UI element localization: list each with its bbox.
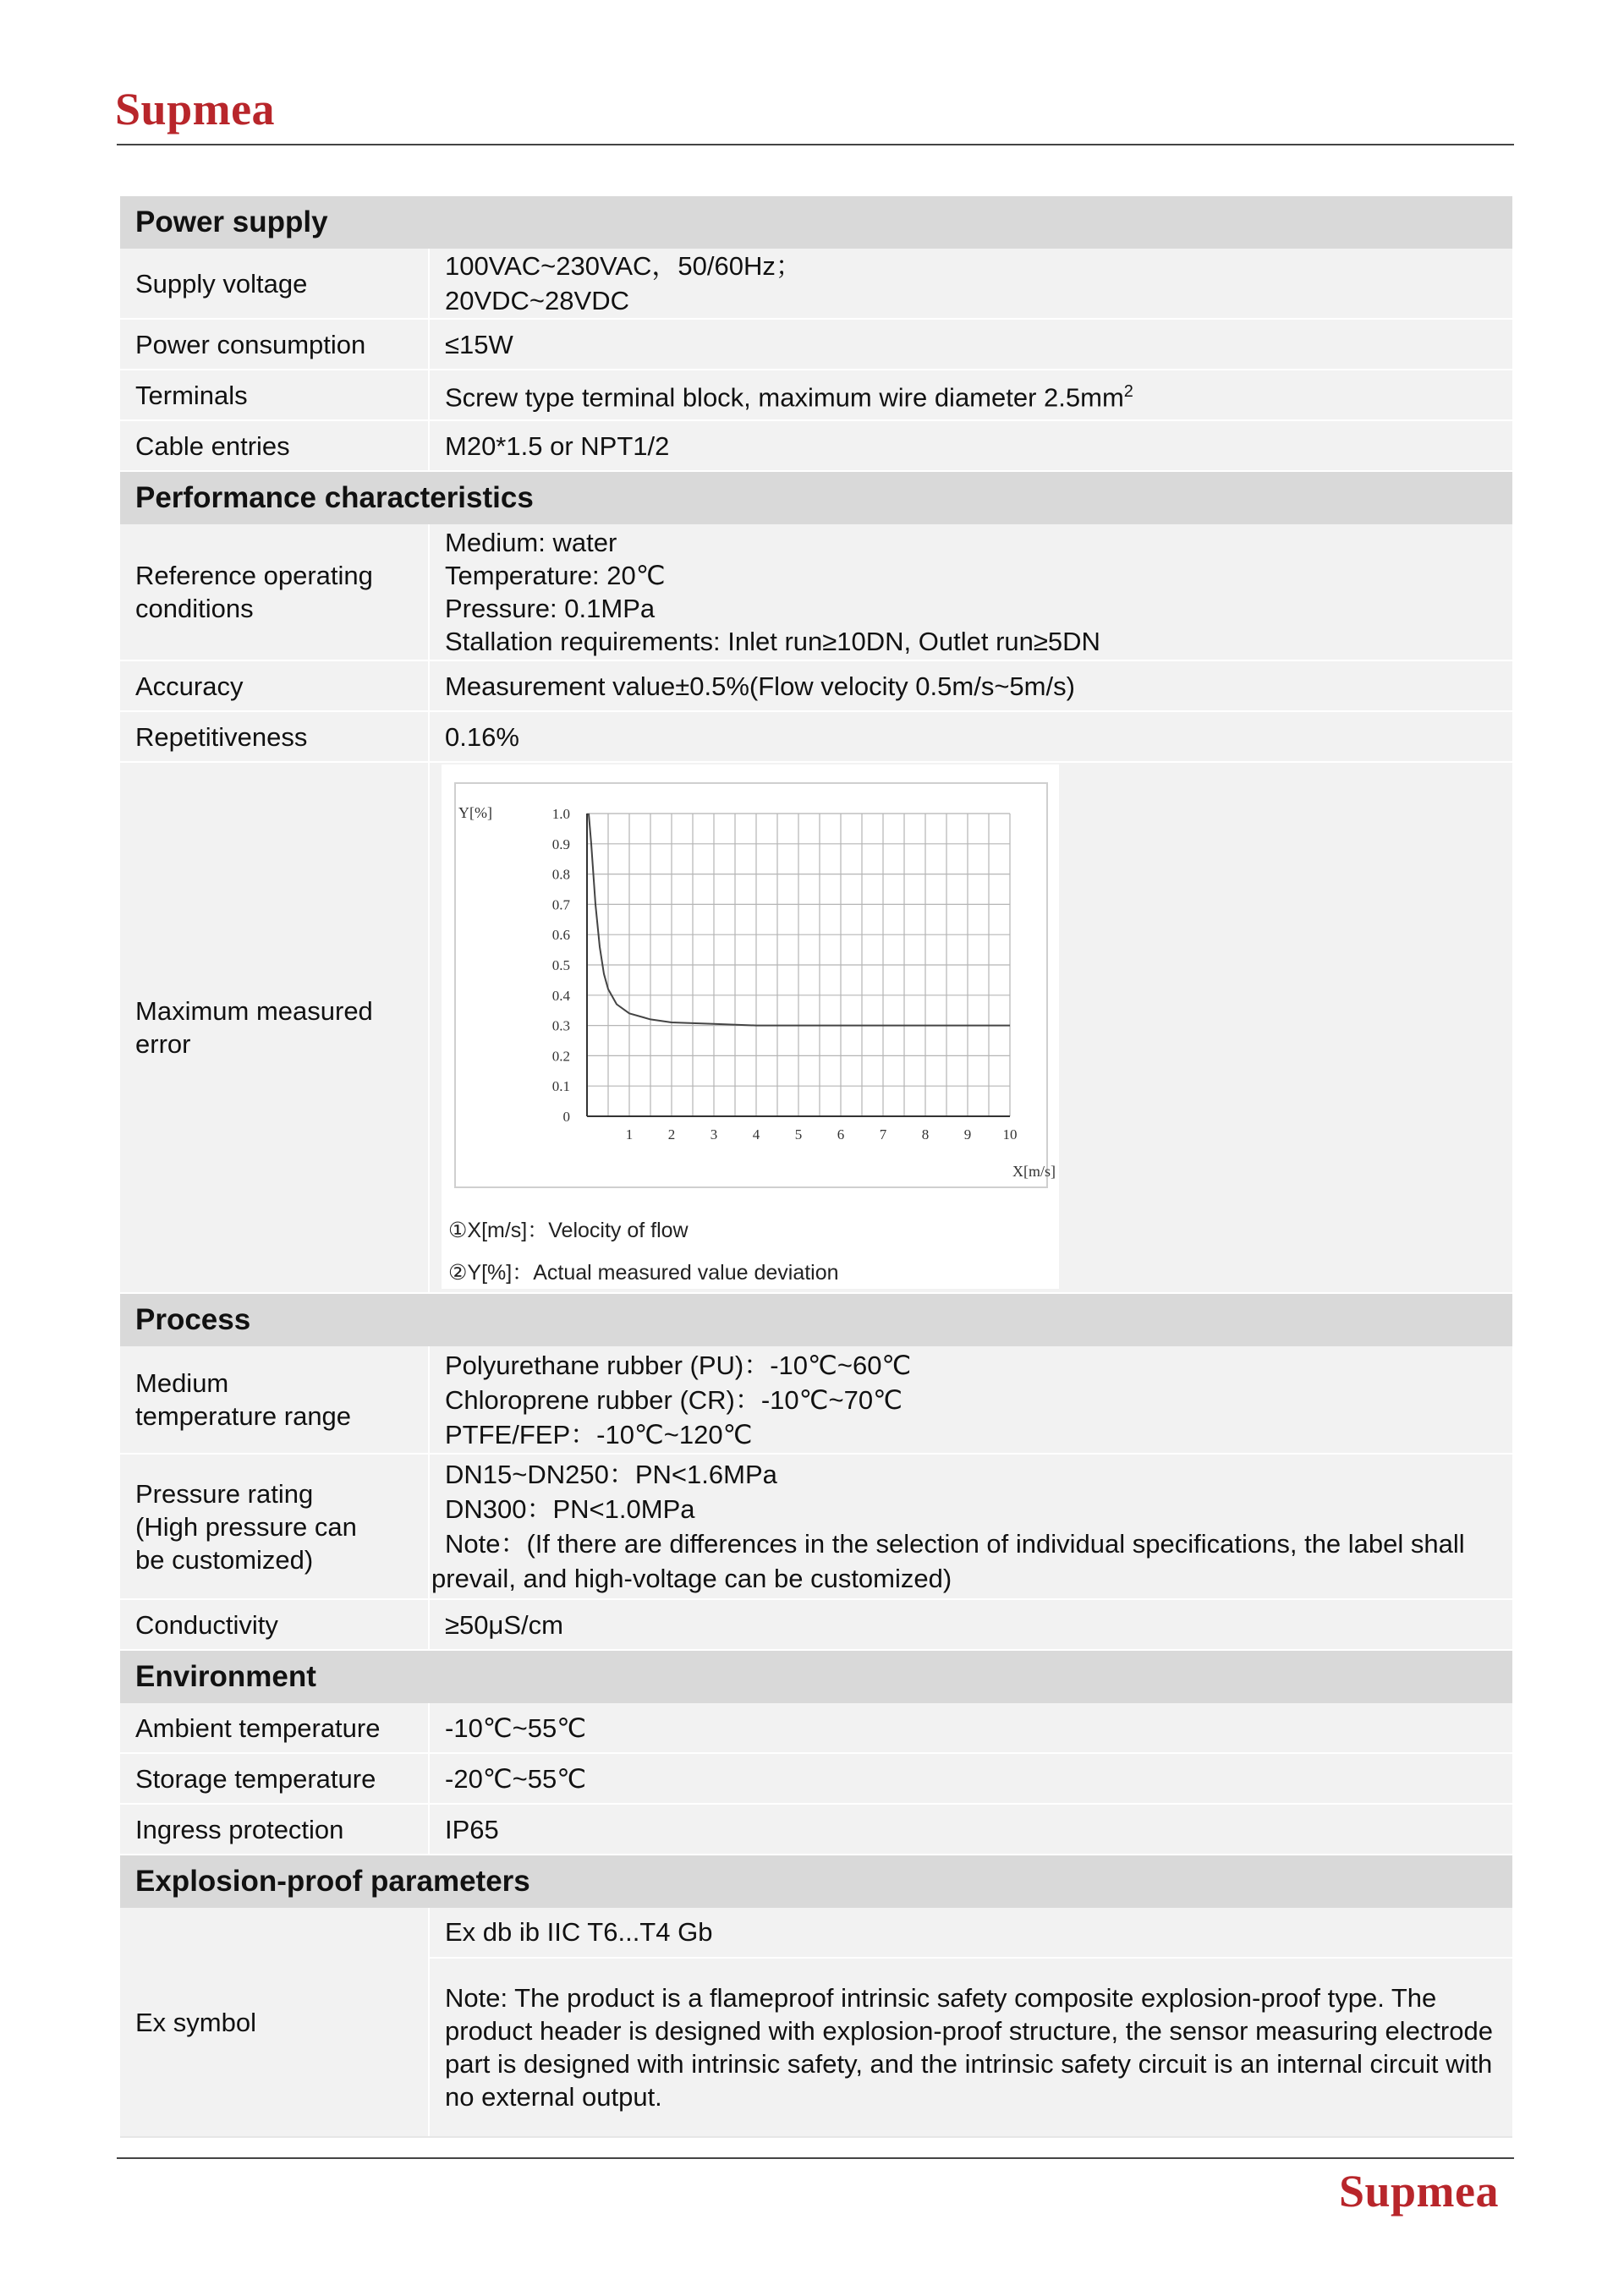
value-line: ≤15W [445,329,513,359]
value-line: Measurement value±0.5%(Flow velocity 0.5m/s~5m/s) [445,671,1075,701]
row-max-error [120,763,1512,1294]
row-label: Ingress protection [120,1805,430,1854]
ex-symbol-value: Ex db ib IIC T6...T4 Gb [430,1908,1512,1959]
label-line: conditions [135,594,254,623]
y-tick-label: 0.5 [551,957,570,973]
row-supply-voltage [120,249,1512,320]
header-rule [117,144,1514,145]
row-repetitiveness [120,712,1512,763]
row-terminals [120,370,1512,421]
row-conductivity [120,1600,1512,1651]
chart-note-x: ①X[m/s]：Velocity of flow [448,1219,689,1242]
error-chart [442,764,1059,1289]
value-line: -20℃~55℃ [445,1763,587,1794]
row-label [120,1346,430,1453]
value-line: Chloroprene rubber (CR)：-10℃~70℃ [445,1384,903,1415]
grid [587,814,1010,1116]
x-tick-label: 7 [879,1126,887,1143]
brand-logo-footer: Supmea [1338,2166,1499,2217]
y-tick-label: 0.2 [551,1048,570,1065]
x-tick-label: 1 [625,1126,634,1143]
value-line: Note：(If there are differences in the selection of individual specifications, the label shall [445,1529,1465,1559]
value-line: Medium: water [445,528,617,557]
row-ingress-protection [120,1805,1512,1855]
row-value [430,661,1512,710]
label-line: error [135,1029,191,1059]
row-ex-symbol [120,1908,1512,2138]
y-tick-label: 0.3 [551,1017,570,1034]
ex-note-cell [430,1959,1512,2136]
value-line: ≥50μS/cm [445,1609,563,1640]
x-tick-label: 3 [710,1126,718,1143]
row-label [120,1455,430,1598]
row-label: Repetitiveness [120,712,430,761]
value-line: 20VDC~28VDC [445,286,629,315]
chart-cell [430,763,1512,1292]
value-line: Polyurethane rubber (PU)：-10℃~60℃ [445,1350,912,1380]
y-tick-label: 0.4 [551,987,570,1004]
label-line: (High pressure can [135,1511,357,1542]
y-tick-label: 0.9 [551,836,570,852]
value-line: 0.16% [445,721,519,752]
row-label: Cable entries [120,421,430,470]
row-pressure-rating [120,1455,1512,1600]
x-tick-label: 9 [963,1126,972,1143]
value-line: IP65 [445,1814,499,1844]
row-label: Power consumption [120,320,430,369]
value-line: Pressure: 0.1MPa [445,594,656,623]
value-line: PTFE/FEP：-10℃~120℃ [445,1419,753,1449]
brand-logo: Supmea [115,84,276,134]
y-axis-label: Y[%] [458,804,492,821]
y-tick-label: 0.7 [551,896,570,913]
section-process: Process [120,1294,1512,1346]
row-value [430,1908,1512,2136]
row-label [120,763,430,1292]
value-line: prevail, and high-voltage can be customized) [431,1564,952,1593]
row-value [430,421,1512,470]
row-label: Ambient temperature [120,1703,430,1752]
x-tick-label: 10 [1002,1126,1018,1143]
y-tick-label: 1.0 [551,806,570,822]
row-label: Storage temperature [120,1754,430,1803]
footer-rule [117,2157,1514,2159]
row-value [430,320,1512,369]
row-value [430,249,1512,318]
row-value [430,712,1512,761]
spec-table [120,196,1512,2138]
x-tick-label: 2 [667,1126,676,1143]
x-tick-label: 6 [837,1126,845,1143]
row-accuracy [120,661,1512,712]
label-line: Medium [135,1368,229,1398]
row-value [430,1754,1512,1803]
x-tick-label: 4 [752,1126,760,1143]
section-performance: Performance characteristics [120,472,1512,524]
row-ambient-temperature [120,1703,1512,1754]
row-label: Ex symbol [120,1908,430,2136]
value-line: -10℃~55℃ [445,1712,587,1743]
row-reference-conditions [120,524,1512,661]
row-value [430,524,1512,660]
y-tick-label: 0 [562,1109,570,1125]
chart-note-y: ②Y[%]：Actual measured value deviation [448,1261,839,1285]
row-label: Conductivity [120,1600,430,1649]
section-environment: Environment [120,1651,1512,1703]
label-line: temperature range [135,1401,352,1431]
y-tick-label: 0.8 [551,866,570,883]
value-line: Stallation requirements: Inlet run≥10DN, Outlet run≥5DN [445,627,1100,656]
row-value [430,1346,1512,1453]
label-line: Reference operating [135,561,373,590]
value-line [445,375,1512,414]
ex-symbol-note: Note: The product is a flameproof intrinsic safety composite explosion-proof type. The product header is designed with explosion-proof structure, the sensor measuring electrode part is designed with intrinsic safety, and the intrinsic safety circuit is an internal circuit with no external output. [445,1983,1493,2112]
row-cable-entries [120,421,1512,472]
row-label: Supply voltage [120,249,430,318]
row-label: Accuracy [120,661,430,710]
section-explosion-proof: Explosion-proof parameters [120,1855,1512,1908]
label-line: be customized) [135,1544,314,1575]
label-line: Maximum measured [135,996,373,1026]
x-axis-label: X[m/s] [1012,1163,1056,1180]
value-line: DN15~DN250：PN<1.6MPa [445,1460,777,1489]
value-line: DN300：PN<1.0MPa [445,1494,695,1524]
error-curve-chart [442,764,1059,1289]
row-storage-temperature [120,1754,1512,1805]
value-line: M20*1.5 or NPT1/2 [445,430,670,461]
y-tick-label: 0.6 [551,927,570,944]
row-value [430,1805,1512,1854]
terminals-text: Screw type terminal block, maximum wire diameter 2.5mm [445,382,1124,413]
value-line: Temperature: 20℃ [445,561,666,590]
value-line: 100VAC~230VAC，50/60Hz； [445,251,802,281]
label-line: Pressure rating [135,1478,314,1509]
row-label: Terminals [120,370,430,419]
row-value [430,1455,1512,1598]
row-value [430,1600,1512,1649]
superscript: 2 [1123,382,1133,402]
row-medium-temperature [120,1346,1512,1455]
row-power-consumption [120,320,1512,370]
row-label [120,524,430,660]
y-tick-label: 0.1 [551,1078,570,1095]
x-tick-label: 5 [794,1126,803,1143]
row-value [430,1703,1512,1752]
row-value [430,370,1512,419]
section-power-supply: Power supply [120,196,1512,249]
x-tick-label: 8 [921,1126,930,1143]
